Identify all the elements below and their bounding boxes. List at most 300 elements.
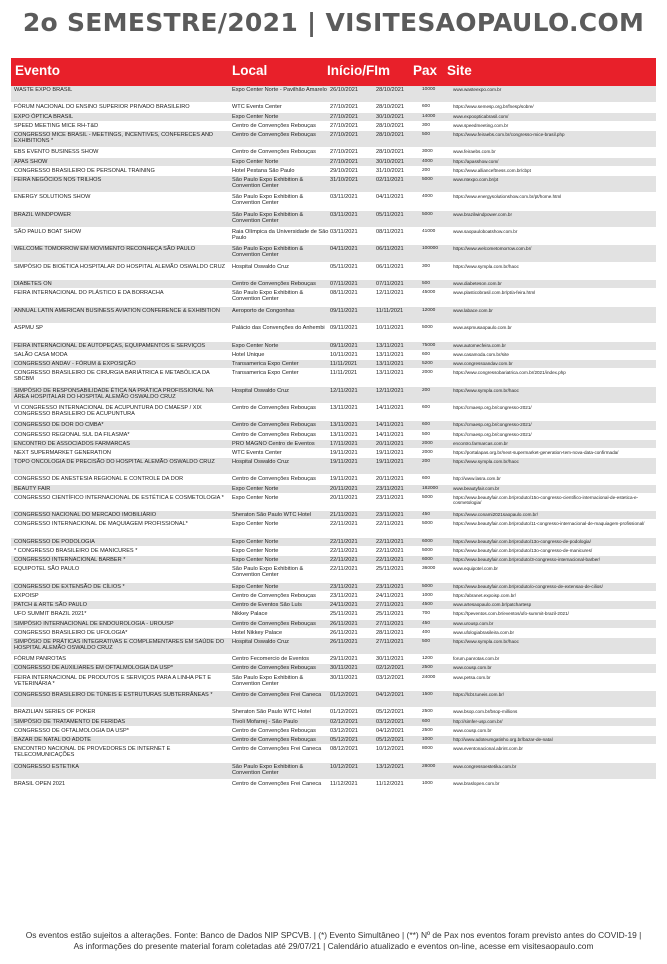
event-pax-cell: 600 <box>422 351 431 357</box>
event-end-date-cell: 13/11/2021 <box>376 360 404 367</box>
table-row <box>11 122 656 131</box>
table-row <box>11 520 656 537</box>
event-venue-cell: Centro de Convenções Frei Caneca <box>232 746 322 753</box>
event-name-cell: FEIRA NEGÓCIOS NOS TRILHOS <box>14 176 102 183</box>
event-site-cell[interactable]: www.labace.com.br <box>453 307 493 313</box>
event-pax-cell: 1500 <box>422 692 433 698</box>
event-pax-cell: 5000 <box>422 176 433 182</box>
table-row <box>11 86 656 103</box>
event-end-date-cell: 07/11/2021 <box>376 281 404 288</box>
event-venue-cell: Palácio das Convenções do Anhembi <box>232 325 325 332</box>
event-venue-cell: São Paulo Expo Exhibition & Convention Center <box>232 763 304 776</box>
event-site-cell[interactable]: https://www.welcometomorrow.com.br/ <box>453 246 532 252</box>
event-pax-cell: 5200 <box>422 360 433 366</box>
table-row <box>11 360 656 369</box>
event-venue-cell: Centro de Convenções Rebouças <box>232 727 316 734</box>
event-site-cell[interactable]: www.cousp.com.br <box>453 665 492 671</box>
event-venue-cell: Centro de Convenções Frei Caneca <box>232 780 322 787</box>
event-pax-cell: 600 <box>422 404 431 410</box>
event-site-cell[interactable]: https://apasshow.com/ <box>453 158 499 164</box>
event-site-cell[interactable]: https://www.sympla.com.br/haoc <box>453 387 519 393</box>
event-site-cell[interactable]: www.aspmusaopaulo.com.br <box>453 325 512 331</box>
event-venue-cell: WTC Events Center <box>232 104 282 111</box>
event-site-cell[interactable]: www.wasteexpo.com.br <box>453 87 502 92</box>
table-row <box>11 565 656 582</box>
event-name-cell: FEIRA INTERNACIONAL DO PLÁSTICO E DA BORRACHA <box>14 290 164 297</box>
table-row <box>11 718 656 727</box>
column-header-local: Local <box>232 63 268 78</box>
event-end-date-cell: 04/11/2021 <box>376 194 404 201</box>
table-row <box>11 193 656 210</box>
event-name-cell: FÓRUM NACIONAL DO ENSINO SUPERIOR PRIVADO BRASILEIRO <box>14 104 190 111</box>
event-pax-cell: 36000 <box>422 566 436 572</box>
event-name-cell: CONGRESSO NACIONAL DO MERCADO IMOBILIÁRIO <box>14 512 157 519</box>
event-end-date-cell: 05/11/2021 <box>376 211 404 218</box>
event-site-cell[interactable]: www.congressoandav.com.br <box>453 360 513 366</box>
event-pax-cell: 600 <box>422 718 431 724</box>
event-start-date-cell: 03/12/2021 <box>330 727 358 734</box>
event-name-cell: VI CONGRESSO INTERNACIONAL DE ACUPUNTURA DO CMAESP / XIX CONGRESSO BRASILEIRO DE ACUPUNTURA <box>14 404 202 417</box>
event-name-cell: CONGRESSO MICE BRASIL - MEETINGS, INCENTIVES, CONFERECES AND EXHIBITIONS * <box>14 131 214 144</box>
event-site-cell[interactable]: www.speedmeeting.com.br <box>453 122 509 128</box>
event-name-cell: SIMPÓSIO INTERNACIONAL DE ENDOUROLOGIA - UROUSP <box>14 620 174 627</box>
event-name-cell: * CONGRESSO BRASILEIRO DE MANICURES * <box>14 548 138 555</box>
event-pax-cell: 6000 <box>422 538 433 544</box>
event-end-date-cell: 13/11/2021 <box>376 342 404 349</box>
event-venue-cell: Hospital Oswaldo Cruz <box>232 459 289 466</box>
event-end-date-cell: 14/11/2021 <box>376 422 404 429</box>
event-venue-cell: Centro de Eventos São Luís <box>232 602 302 609</box>
table-row <box>11 167 656 176</box>
event-name-cell: CONGRESSO DE DOR DO CMBA* <box>14 422 104 429</box>
event-name-cell: DIABETES ON <box>14 281 52 288</box>
event-site-cell[interactable]: www.bsop.com.br/bsop-millions <box>453 709 518 715</box>
event-name-cell: TOPO ONCOLOGIA DE PRECISÃO DO HOSPITAL ALEMÃO OSWALDO CRUZ <box>14 459 215 466</box>
event-site-cell[interactable]: www.expoopticabrasil.com/ <box>453 113 509 119</box>
event-name-cell: CONGRESSO DE ANESTESIA REGIONAL E CONTROLE DA DOR <box>14 476 184 483</box>
table-row <box>11 440 656 449</box>
event-start-date-cell: 22/11/2021 <box>330 521 358 528</box>
event-site-cell[interactable]: www.urousp.com.br <box>453 620 494 626</box>
event-site-cell[interactable]: www.artesaopaulo.com.br/patchartesp <box>453 602 532 608</box>
event-pax-cell: 200 <box>422 167 431 173</box>
event-end-date-cell: 31/10/2021 <box>376 167 404 174</box>
event-venue-cell: Expo Center Norte <box>232 485 279 492</box>
table-row <box>11 404 656 421</box>
event-pax-cell: 12000 <box>422 307 436 313</box>
event-end-date-cell: 20/11/2021 <box>376 440 404 447</box>
event-venue-cell: Expo Center Norte <box>232 548 279 555</box>
table-row <box>11 538 656 547</box>
event-site-cell[interactable]: http://www.adoteumgatinho.org.br/bazar-de-natal <box>453 737 553 743</box>
event-name-cell: WELCOME TOMORROW EM MOVIMENTO RECONHEÇA SÃO PAULO <box>14 246 196 253</box>
table-row <box>11 458 656 475</box>
event-venue-cell: São Paulo Expo Exhibition & Convention Center <box>232 194 304 207</box>
event-pax-cell: 2500 <box>422 727 433 733</box>
table-row <box>11 620 656 629</box>
event-name-cell: BEAUTY FAIR <box>14 485 51 492</box>
event-name-cell: ASPMU SP <box>14 325 43 332</box>
event-pax-cell: 450 <box>422 620 431 626</box>
column-header-inicio-fim: Início/FIm <box>327 63 391 78</box>
event-name-cell: SALÃO CASA MODA <box>14 351 68 358</box>
event-venue-cell: Hotel Pestana São Paulo <box>232 167 295 174</box>
event-name-cell: EQUIPOTEL SÃO PAULO <box>14 566 80 573</box>
event-site-cell[interactable]: www.automecfeira.com.br <box>453 342 506 348</box>
table-row <box>11 727 656 736</box>
event-site-cell[interactable]: https://www.feiraebs.com.br/congresso-mice-brasil.php <box>453 131 565 137</box>
event-end-date-cell: 03/12/2021 <box>376 674 404 681</box>
event-site-cell[interactable]: https://cmaesp.org.br/congresso-2021/ <box>453 431 532 437</box>
event-venue-cell: Sheraton São Paulo WTC Hotel <box>232 512 311 519</box>
event-start-date-cell: 19/11/2021 <box>330 476 358 483</box>
table-row <box>11 158 656 167</box>
event-site-cell[interactable]: https://abranet.expoisp.com.br/ <box>453 592 517 598</box>
event-site-cell[interactable]: www.ntexpo.com.br/pt <box>453 176 499 182</box>
event-site-cell[interactable]: https://www.beautyfair.com.br/produto/o-congresso-de-extensao-de-cilios/ <box>453 583 603 589</box>
event-end-date-cell: 13/11/2021 <box>376 370 404 377</box>
event-site-cell[interactable]: https://www.energysolutionshow.com.br/pt/home.html <box>453 194 562 200</box>
events-table <box>11 86 656 789</box>
event-name-cell: FEIRA INTERNACIONAL DE PRODUTOS E SERVIÇOS PARA A LINHA PET E VETERINÁRIA * <box>14 674 212 687</box>
table-row <box>11 421 656 430</box>
event-start-date-cell: 22/11/2021 <box>330 548 358 555</box>
event-site-cell[interactable]: www.plasticobrasil.com.br/pt/a-feira.html <box>453 290 536 296</box>
event-site-cell[interactable]: https://lcbt.tuneis.com.br/ <box>453 692 505 698</box>
event-end-date-cell: 27/11/2021 <box>376 638 404 645</box>
event-venue-cell: Centro de Convenções Rebouças <box>232 122 316 129</box>
event-site-cell[interactable]: https://www.sympla.com.br/haoc <box>453 263 519 269</box>
event-pax-cell: 1000 <box>422 780 433 786</box>
event-pax-cell: 500 <box>422 281 431 287</box>
event-end-date-cell: 06/11/2021 <box>376 246 404 253</box>
event-pax-cell: 6000 <box>422 557 433 563</box>
event-start-date-cell: 27/10/2021 <box>330 158 358 165</box>
event-name-cell: CONGRESSO BRASILEIRO DE UFOLOGIA* <box>14 629 128 636</box>
event-site-cell[interactable]: https://tpeventos.com.br/eventos/ufo-summit-brazil-2021/ <box>453 611 569 617</box>
table-row <box>11 638 656 655</box>
event-venue-cell: Centro de Convenções Frei Caneca <box>232 692 322 699</box>
table-row <box>11 449 656 458</box>
event-venue-cell: Centro de Convenções Rebouças <box>232 404 316 411</box>
event-start-date-cell: 27/10/2021 <box>330 122 358 129</box>
event-start-date-cell: 13/11/2021 <box>330 431 358 438</box>
event-pax-cell: 600 <box>422 422 431 428</box>
event-site-cell[interactable]: forum.panrotas.com.br <box>453 656 500 662</box>
event-start-date-cell: 26/11/2021 <box>330 638 358 645</box>
event-pax-cell: 5000 <box>422 211 433 217</box>
event-name-cell: WASTE EXPO BRASIL <box>14 87 73 93</box>
table-row <box>11 211 656 228</box>
event-name-cell: ANNUAL LATIN AMERICAN BUSINESS AVIATION CONFERENCE & EXHIBITION <box>14 307 220 314</box>
table-row <box>11 307 656 324</box>
event-site-cell[interactable]: www.ufologiabrasileira.com.br <box>453 629 515 635</box>
event-start-date-cell: 26/11/2021 <box>330 629 358 636</box>
event-pax-cell: 100000 <box>422 246 439 252</box>
event-venue-cell: Nikkey Palace <box>232 611 268 618</box>
event-venue-cell: Centro de Convenções Rebouças <box>232 620 316 627</box>
event-end-date-cell: 19/11/2021 <box>376 459 404 466</box>
event-name-cell: CONGRESSO INTERNACIONAL DE MAQUIAGEM PROFISSIONAL* <box>14 521 188 528</box>
event-start-date-cell: 17/11/2021 <box>330 440 358 447</box>
event-pax-cell: 2000 <box>422 440 433 446</box>
event-name-cell: BRAZIL WINDPOWER <box>14 211 71 218</box>
event-venue-cell: São Paulo Expo Exhibition & Convention Center <box>232 176 304 189</box>
column-header-site: Site <box>447 63 472 78</box>
event-venue-cell: Centro de Convenções Rebouças <box>232 476 316 483</box>
event-name-cell: CONGRESSO BRASILEIRO DE CIRURGIA BARIÁTRICA E METABÓLICA DA SBCBM <box>14 370 210 383</box>
event-pax-cell: 200 <box>422 459 431 465</box>
event-pax-cell: 300 <box>422 122 431 128</box>
table-row <box>11 263 656 280</box>
event-start-date-cell: 22/11/2021 <box>330 538 358 545</box>
table-row <box>11 103 656 112</box>
event-end-date-cell: 25/11/2021 <box>376 566 404 573</box>
event-venue-cell: Tivoli Mofarrej - São Paulo <box>232 718 298 725</box>
event-venue-cell: Raia Olímpica da Universidade de São Paulo <box>232 229 329 242</box>
event-end-date-cell: 22/11/2021 <box>376 521 404 528</box>
event-start-date-cell: 04/11/2021 <box>330 246 358 253</box>
event-pax-cell: 5000 <box>422 325 433 331</box>
event-site-cell[interactable]: https://www.beautyfair.com.br/produto/13o-congresso-de-podologia/ <box>453 538 591 544</box>
event-pax-cell: 41000 <box>422 229 436 235</box>
event-start-date-cell: 08/11/2021 <box>330 290 358 297</box>
event-end-date-cell: 28/10/2021 <box>376 149 404 156</box>
event-name-cell: CONGRESSO DE OFTALMOLOGIA DA USP* <box>14 727 129 734</box>
table-row <box>11 485 656 494</box>
event-name-cell: EBS EVENTO BUSINESS SHOW <box>14 149 99 156</box>
event-pax-cell: 1200 <box>422 656 433 662</box>
event-site-cell[interactable]: www.brazilwindpower.com.br <box>453 211 512 217</box>
event-end-date-cell: 12/11/2021 <box>376 387 404 394</box>
event-pax-cell: 5000 <box>422 548 433 554</box>
event-name-cell: CONGRESSO CIENTÍFICO INTERNACIONAL DE ESTÉTICA E COSMETOLOGIA * <box>14 494 224 501</box>
event-pax-cell: 5000 <box>422 521 433 527</box>
event-start-date-cell: 27/10/2021 <box>330 131 358 138</box>
event-pax-cell: 500 <box>422 431 431 437</box>
event-venue-cell: Expo Center Norte <box>232 521 279 528</box>
event-start-date-cell: 13/11/2021 <box>330 404 358 411</box>
event-site-cell[interactable]: www.cousp.com.br <box>453 727 492 733</box>
event-start-date-cell: 30/11/2021 <box>330 665 358 672</box>
table-row <box>11 664 656 673</box>
event-name-cell: BRASIL OPEN 2021 <box>14 780 66 787</box>
event-venue-cell: Hospital Oswaldo Cruz <box>232 387 289 394</box>
table-row <box>11 289 656 306</box>
table-row <box>11 131 656 148</box>
event-end-date-cell: 05/12/2021 <box>376 709 404 716</box>
event-end-date-cell: 05/12/2021 <box>376 737 404 744</box>
event-venue-cell: Centro de Convenções Rebouças <box>232 592 316 599</box>
event-name-cell: BRAZILIAN SERIES OF POKER <box>14 709 96 716</box>
event-venue-cell: Aeroporto de Congonhas <box>232 307 295 314</box>
event-venue-cell: Centro de Convenções Rebouças <box>232 149 316 156</box>
event-pax-cell: 14000 <box>422 113 436 119</box>
event-start-date-cell: 20/11/2021 <box>330 494 358 501</box>
column-header-pax: Pax <box>413 63 438 78</box>
event-pax-cell: 2000 <box>422 449 433 455</box>
event-venue-cell: Centro de Convenções Rebouças <box>232 131 316 138</box>
event-site-cell[interactable]: https://cmaesp.org.br/congresso-2021/ <box>453 422 532 428</box>
event-end-date-cell: 30/11/2021 <box>376 656 404 663</box>
event-start-date-cell: 22/11/2021 <box>330 557 358 564</box>
event-start-date-cell: 13/11/2021 <box>330 422 358 429</box>
event-pax-cell: 2000 <box>422 370 433 376</box>
event-name-cell: NEXT SUPERMARKET GENERATION <box>14 449 111 456</box>
event-end-date-cell: 11/11/2021 <box>376 307 404 314</box>
event-site-cell[interactable]: www.feiraebs.com.br <box>453 149 496 155</box>
event-venue-cell: Hospital Oswaldo Cruz <box>232 263 289 270</box>
event-end-date-cell: 06/11/2021 <box>376 263 404 270</box>
event-venue-cell: São Paulo Expo Exhibition & Convention Center <box>232 566 304 579</box>
event-site-cell[interactable]: https://www.beautyfair.com.br/produto/11-congresso-internacional-de-maquiagem-profissional/ <box>453 521 645 527</box>
event-site-cell[interactable]: https://www.beautyfair.com.br/produto/3-congresso-internacional-barber/ <box>453 557 601 563</box>
event-name-cell: SIMPÓSIO DE PRÁTICAS INTEGRATIVAS E COMPLEMENTARES EM SAÚDE DO HOSPITAL ALEMÃO OSWALDO CRUZ <box>14 638 225 651</box>
event-site-cell[interactable]: https://www.sympla.com.br/haoc <box>453 459 519 465</box>
event-site-cell[interactable]: https://www.congressobariatrica.com.br/2021/index.php <box>453 370 566 376</box>
event-start-date-cell: 27/10/2021 <box>330 104 358 111</box>
event-site-cell[interactable]: https://cmaesp.org.br/congresso-2021/ <box>453 404 532 410</box>
event-start-date-cell: 12/11/2021 <box>330 387 358 394</box>
event-start-date-cell: 23/11/2021 <box>330 583 358 590</box>
table-row <box>11 736 656 745</box>
event-name-cell: ENCONTRO NACIONAL DE PROVEDORES DE INTERNET E TELECOMUNICAÇÕES <box>14 746 171 759</box>
event-site-cell[interactable]: https://www.sympla.com.br/haoc <box>453 638 519 644</box>
event-end-date-cell: 30/10/2021 <box>376 113 404 120</box>
event-site-cell[interactable]: https://www.beautyfair.com.br/produto/13o-congresso-de-manicures/ <box>453 548 593 554</box>
event-site-cell[interactable]: www.equipotel.com.br <box>453 566 498 572</box>
event-pax-cell: 2500 <box>422 665 433 671</box>
event-name-cell: FEIRA INTERNACIONAL DE AUTOPEÇAS, EQUIPAMENTOS E SERVIÇOS <box>14 342 206 349</box>
table-row <box>11 583 656 592</box>
event-venue-cell: São Paulo Expo Exhibition & Convention Center <box>232 674 304 687</box>
event-venue-cell: Centro Fecomercio de Eventos <box>232 656 310 663</box>
event-venue-cell: Centro de Convenções Rebouças <box>232 281 316 288</box>
event-end-date-cell: 23/11/2021 <box>376 494 404 501</box>
event-venue-cell: São Paulo Expo Exhibition & Convention Center <box>232 211 304 224</box>
event-venue-cell: Centro de Convenções Rebouças <box>232 737 316 744</box>
event-site-cell[interactable]: https://www.beautyfair.com.br/produto/15o-congresso-cientifico-internacional-de-estetica-e-cosmetologia/ <box>453 494 639 506</box>
event-start-date-cell: 02/12/2021 <box>330 718 358 725</box>
event-end-date-cell: 23/11/2021 <box>376 485 404 492</box>
table-row <box>11 708 656 717</box>
event-start-date-cell: 07/11/2021 <box>330 281 358 288</box>
event-venue-cell: Expo Center Norte <box>232 557 279 564</box>
table-row <box>11 494 656 511</box>
event-site-cell[interactable]: www.petsa.com.br <box>453 674 491 680</box>
event-venue-cell: Expo Center Norte <box>232 113 279 120</box>
event-site-cell[interactable]: www.saopauloboatshow.com.br <box>453 229 518 235</box>
table-row <box>11 148 656 157</box>
event-start-date-cell: 27/10/2021 <box>330 113 358 120</box>
event-site-cell[interactable]: www.eventonacional.abrint.com.br <box>453 746 523 752</box>
event-pax-cell: 10000 <box>422 87 436 92</box>
event-venue-cell: Hotel Unique <box>232 351 265 358</box>
table-row <box>11 280 656 289</box>
event-start-date-cell: 11/11/2021 <box>330 360 358 367</box>
event-venue-cell: Centro de Convenções Rebouças <box>232 422 316 429</box>
column-header-evento: Evento <box>15 63 61 78</box>
event-site-cell[interactable]: www.braslopen.com.br <box>453 780 500 786</box>
event-end-date-cell: 04/12/2021 <box>376 727 404 734</box>
event-start-date-cell: 26/11/2021 <box>330 620 358 627</box>
event-site-cell[interactable]: www.congressoestetika.com.br <box>453 763 517 769</box>
event-site-cell[interactable]: encontro.farmarcas.com.br <box>453 440 508 446</box>
event-venue-cell: PRO MAGNO Centro de Eventos <box>232 440 315 447</box>
event-site-cell[interactable]: http://simfer-usp.com.br/ <box>453 718 503 724</box>
event-name-cell: EXPO ÓPTICA BRASIL <box>14 113 74 120</box>
event-start-date-cell: 11/11/2021 <box>330 370 358 377</box>
event-start-date-cell: 27/10/2021 <box>330 149 358 156</box>
event-end-date-cell: 14/11/2021 <box>376 404 404 411</box>
event-end-date-cell: 02/12/2021 <box>376 665 404 672</box>
event-pax-cell: 600 <box>422 104 431 110</box>
event-end-date-cell: 19/11/2021 <box>376 449 404 456</box>
event-end-date-cell: 03/12/2021 <box>376 718 404 725</box>
event-pax-cell: 182000 <box>422 485 439 491</box>
event-start-date-cell: 29/11/2021 <box>330 656 358 663</box>
event-start-date-cell: 21/11/2021 <box>330 512 358 519</box>
event-pax-cell: 45000 <box>422 290 436 296</box>
table-row <box>11 655 656 664</box>
event-site-cell[interactable]: https://www.allianceftness.com.br/cbpt <box>453 167 531 173</box>
event-site-cell[interactable]: https://www.conami2021saopaulo.com.br/ <box>453 512 539 518</box>
event-pax-cell: 2500 <box>422 709 433 715</box>
event-start-date-cell: 03/11/2021 <box>330 229 358 236</box>
table-row <box>11 610 656 619</box>
footer-note: Os eventos estão sujeitos a alterações. Fonte: Banco de Dados NIP SPCVB. | (*) Evento Simultâneo | (**) Nº de Pax nos eventos foram previsto antes do COVID-19 | As informações do presente material foram coletadas até 29/07/21 | Calendário atualizado e eventos on-line, acesse em visitesaopaulo.com <box>25 930 642 951</box>
event-pax-cell: 700 <box>422 611 431 617</box>
event-site-cell[interactable]: https://portalapas.org.br/next-supermarket-generation-tem-nova-data-confirmada/ <box>453 449 619 455</box>
event-end-date-cell: 23/11/2021 <box>376 583 404 590</box>
event-name-cell: ENERGY SOLUTIONS SHOW <box>14 194 91 201</box>
event-site-cell[interactable]: https://www.semesp.org.br/fnesp/sobre/ <box>453 104 534 110</box>
event-pax-cell: 4000 <box>422 194 433 200</box>
event-pax-cell: 400 <box>422 629 431 635</box>
event-venue-cell: Expo Center Norte <box>232 158 279 165</box>
event-site-cell[interactable]: http://www.lasra.com.br <box>453 476 501 482</box>
event-pax-cell: 75000 <box>422 342 436 348</box>
event-end-date-cell: 27/11/2021 <box>376 602 404 609</box>
event-venue-cell: Centro de Convenções Rebouças <box>232 665 316 672</box>
event-start-date-cell: 05/12/2021 <box>330 737 358 744</box>
table-row <box>11 431 656 440</box>
table-row <box>11 475 656 484</box>
event-end-date-cell: 13/11/2021 <box>376 351 404 358</box>
event-site-cell[interactable]: www.diabeteson.com.br <box>453 281 502 287</box>
event-pax-cell: 8000 <box>422 746 433 752</box>
event-venue-cell: Expo Center Norte <box>232 342 279 349</box>
event-site-cell[interactable]: www.casamoda.com.br/site <box>453 351 509 357</box>
event-end-date-cell: 22/11/2021 <box>376 538 404 545</box>
event-venue-cell: Expo Center Norte <box>232 494 279 501</box>
event-pax-cell: 600 <box>422 476 431 482</box>
table-row <box>11 691 656 708</box>
event-site-cell[interactable]: www.beautyfair.com.br <box>453 485 500 491</box>
event-start-date-cell: 01/12/2021 <box>330 709 358 716</box>
event-name-cell: PATCH & ARTE SÃO PAULO <box>14 602 87 609</box>
event-start-date-cell: 19/11/2021 <box>330 459 358 466</box>
table-row <box>11 745 656 762</box>
event-name-cell: SIMPÓSIO DE TRATAMENTO DE FERIDAS <box>14 718 126 725</box>
event-end-date-cell: 13/12/2021 <box>376 763 404 770</box>
event-pax-cell: 3000 <box>422 149 433 155</box>
table-row <box>11 511 656 520</box>
event-venue-cell: WTC Events Center <box>232 449 282 456</box>
table-row <box>11 351 656 360</box>
table-row <box>11 601 656 610</box>
event-end-date-cell: 22/11/2021 <box>376 548 404 555</box>
